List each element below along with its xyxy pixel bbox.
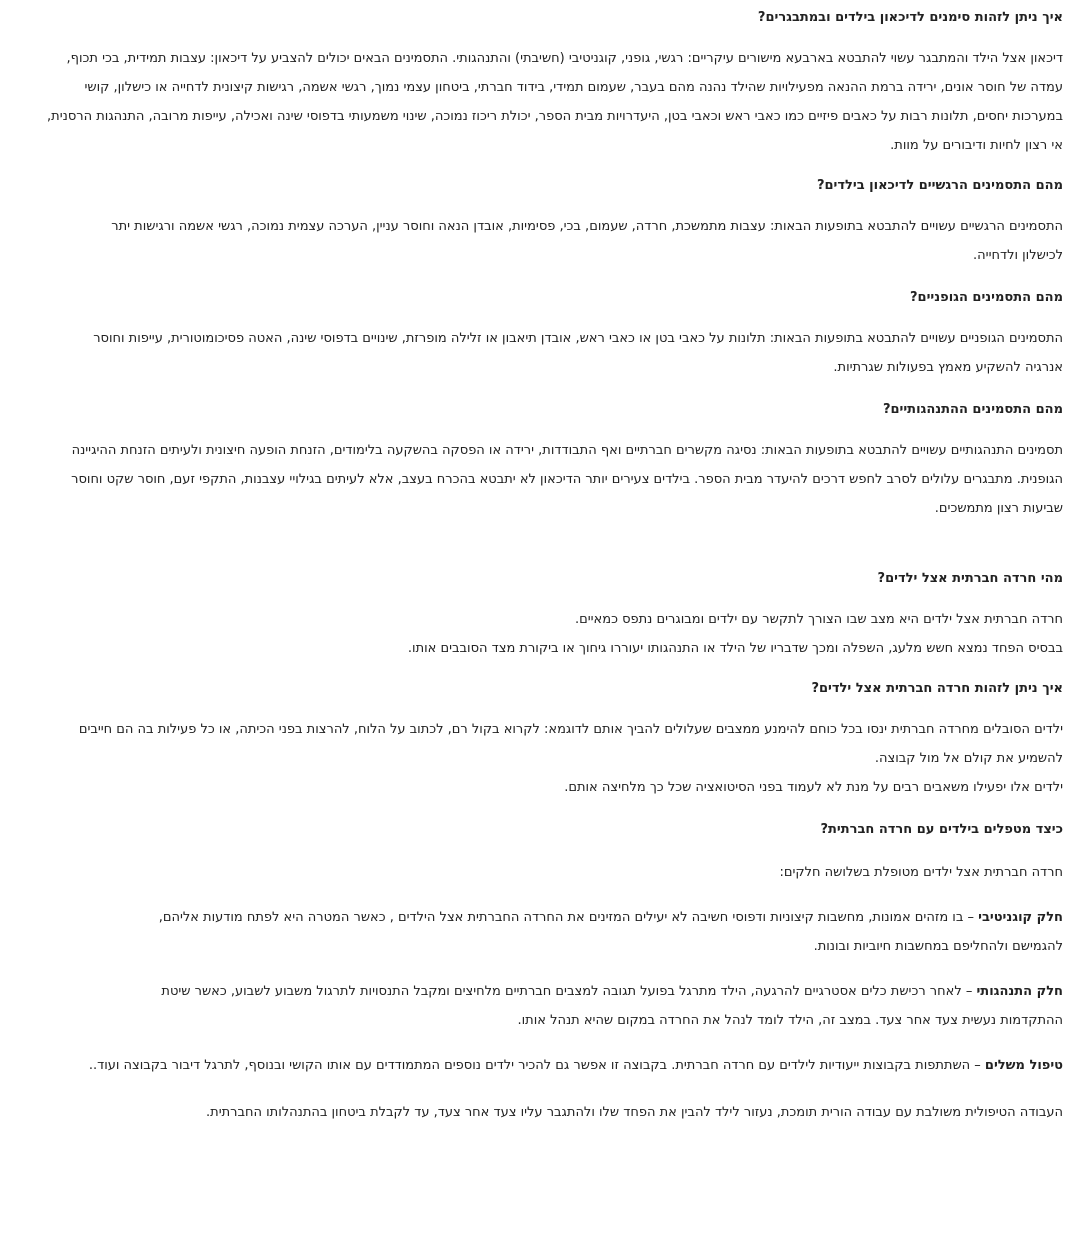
- heading-behavioral-symptoms: מהם התסמינים ההתנהגותיים?: [882, 402, 1063, 417]
- behavioral-part-label: חלק התנהגותי: [976, 984, 1063, 999]
- paragraph-behavioral-symptoms: תסמינים התנהגותיים עשויים להתבטא בתופעות הבאות: נסיגה מקשרים חברתיים ואף התבודדות, ירידה או הפסקה בהשקעה בלימודים, הזנחת הופעה חיצונית ולעיתים הזנחת ההיגיינה הגופנית. מתבגרים עלולים לסרב לחפש דרכים להיעדר מבית הספר. בילדים צעירים יותר הדיכאון לא יתבטא בהכרח בעצב, אלא לעיתים בגילויי עצבנות, התקפי זעם, חוסר שקט וחוסר שביעות רצון מתמשכים.: [71, 443, 1063, 516]
- paragraph-social-anxiety-resources: ילדים אלו יפעילו משאבים רבים על מנת לא לעמוד בפני הסיטואציה שכל כך מלחיצה אותם.: [564, 780, 1063, 795]
- paragraph-cognitive-part: [46, 903, 1063, 961]
- paragraph-behavioral-part: [46, 977, 1063, 1035]
- behavioral-part-text: – לאחר רכישת כלים אסטרגיים להרגעה, הילד מתרגל בפועל תגובה למצבים חברתיים מלחיצים ומקבל התנסויות לתרגול משבוע לשבוע, כאשר שיטת ההתקדמות נעשית צעד אחר צעד. במצב זה, הילד לומד לנהל את החרדה במקום שהיא תנהל אותו.: [161, 984, 1063, 1028]
- paragraph-social-anxiety-definition: [46, 605, 1063, 663]
- paragraph-depression-signs: דיכאון אצל הילד והמתבגר עשוי להתבטא בארבעא מישורים עיקריים: רגשי, גופני, קוגניטיבי (חשיבתי) והתנהגותי. התסמינים הבאים יכולים להצביע על דיכאון: עצבות תמידית, בכי תכוף, עמדה של חוסר אונים, ירידה ברמת ההנאה מפעילויות שהילד נהנה מהם בעבר, שעמום תמידי, בידוד חברתי, ביטחון עצמי נמוך, רגשי אשמה, רגישות קיצונית לדחייה או כישלון, קושי במערכות יחסים, תלונות רבות על כאבים פיזיים כמו כאבי ראש וכאבי בטן, היעדרויות מבית הספר, יכולת ריכוז נמוכה, שינוי משמעותי בדפוסי שינה ואכילה, עייפות מרובה, התנהגות הרסנית, אי רצון לחיות ודיבורים על מוות.: [47, 51, 1063, 153]
- paragraph-emotional-symptoms: התסמינים הרגשיים עשויים להתבטא בתופעות הבאות: עצבות מתמשכת, חרדה, שעמום, בכי, פסימיות, אובדן הנאה וחוסר עניין, הערכה עצמית נמוכה, רגשי אשמה ורגישות יתר לכישלון ולדחייה.: [111, 219, 1063, 263]
- cognitive-part-text: – בו מזהים אמונות, מחשבות קיצוניות ודפוסי חשיבה לא יעילים המזינים את החרדה החברתית אצל הילדים , כאשר המטרה היא לפתח מודעות אליהם, להגמישם ולהחליפם במחשבות חיוביות ובונות.: [158, 910, 1063, 954]
- social-anxiety-fear-line: בבסיס הפחד נמצא חשש מלעג, השפלה ומכך שדבריו של הילד או התנהגותו יעוררו גיחוך או ביקורת מצד הסובבים אותו.: [407, 641, 1063, 656]
- paragraph-complementary-treatment: [46, 1051, 1063, 1080]
- heading-social-anxiety: מהי חרדה חברתית אצל ילדים?: [877, 571, 1063, 586]
- complementary-treatment-label: טיפול משלים: [984, 1058, 1063, 1073]
- paragraph-physical-symptoms: התסמינים הגופניים עשויים להתבטא בתופעות הבאות: תלונות על כאבי בטן או כאבי ראש, אובדן תיאבון או זלילה מופרזת, שינויים בדפוסי שינה, האטה פסיכומוטורית, עייפות וחוסר אנרגיה להשקיע מאמץ בפעולות שגרתיות.: [93, 331, 1063, 375]
- complementary-treatment-text: – השתתפות בקבוצות ייעודיות לילדים עם חרדה חברתית. בקבוצה זו אפשר גם להכיר ילדים נוספים המתמודדים עם אותו הקושי ובנוסף, לתרגל דיבור בקבוצה ועוד..: [88, 1058, 985, 1073]
- paragraph-treatment-parts: חרדה חברתית אצל ילדים מטופלת בשלושה חלקים:: [779, 865, 1063, 880]
- heading-identify-depression: איך ניתן לזהות סימנים לדיכאון בילדים ובמתבגרים?: [757, 10, 1063, 25]
- heading-identify-social-anxiety: איך ניתן לזהות חרדה חברתית אצל ילדים?: [811, 681, 1063, 696]
- article: [0, 8, 1083, 1127]
- paragraph-parental-work: העבודה הטיפולית משולבת עם עבודה הורית תומכת, נעזור לילד להבין את הפחד שלו ולהתגבר עליו צעד אחר צעד, עד לקבלת ביטחון בהתנהלותו החברתית.: [206, 1105, 1063, 1120]
- paragraph-social-anxiety-avoidance: ילדים הסובלים מחרדה חברתית ינסו בכל כוחם להימנע ממצבים שעלולים להביך אותם לדוגמא: לקרוא בקול רם, לכתוב על הלוח, להרצות בפני הכיתה, או כל פעילות בה הם חייבים להשמיע את קולם אל מול קבוצה.: [78, 722, 1063, 766]
- cognitive-part-label: חלק קוגניטיבי: [978, 910, 1063, 925]
- heading-physical-symptoms: מהם התסמינים הגופניים?: [910, 290, 1063, 305]
- social-anxiety-definition-line: חרדה חברתית אצל ילדים היא מצב שבו הצורך לתקשר עם ילדים ומבוגרים נתפס כמאיים.: [574, 612, 1063, 627]
- heading-treatment: כיצד מטפלים בילדים עם חרדה חברתית?: [820, 822, 1063, 837]
- heading-emotional-symptoms: מהם התסמינים הרגשיים לדיכאון בילדים?: [816, 178, 1063, 193]
